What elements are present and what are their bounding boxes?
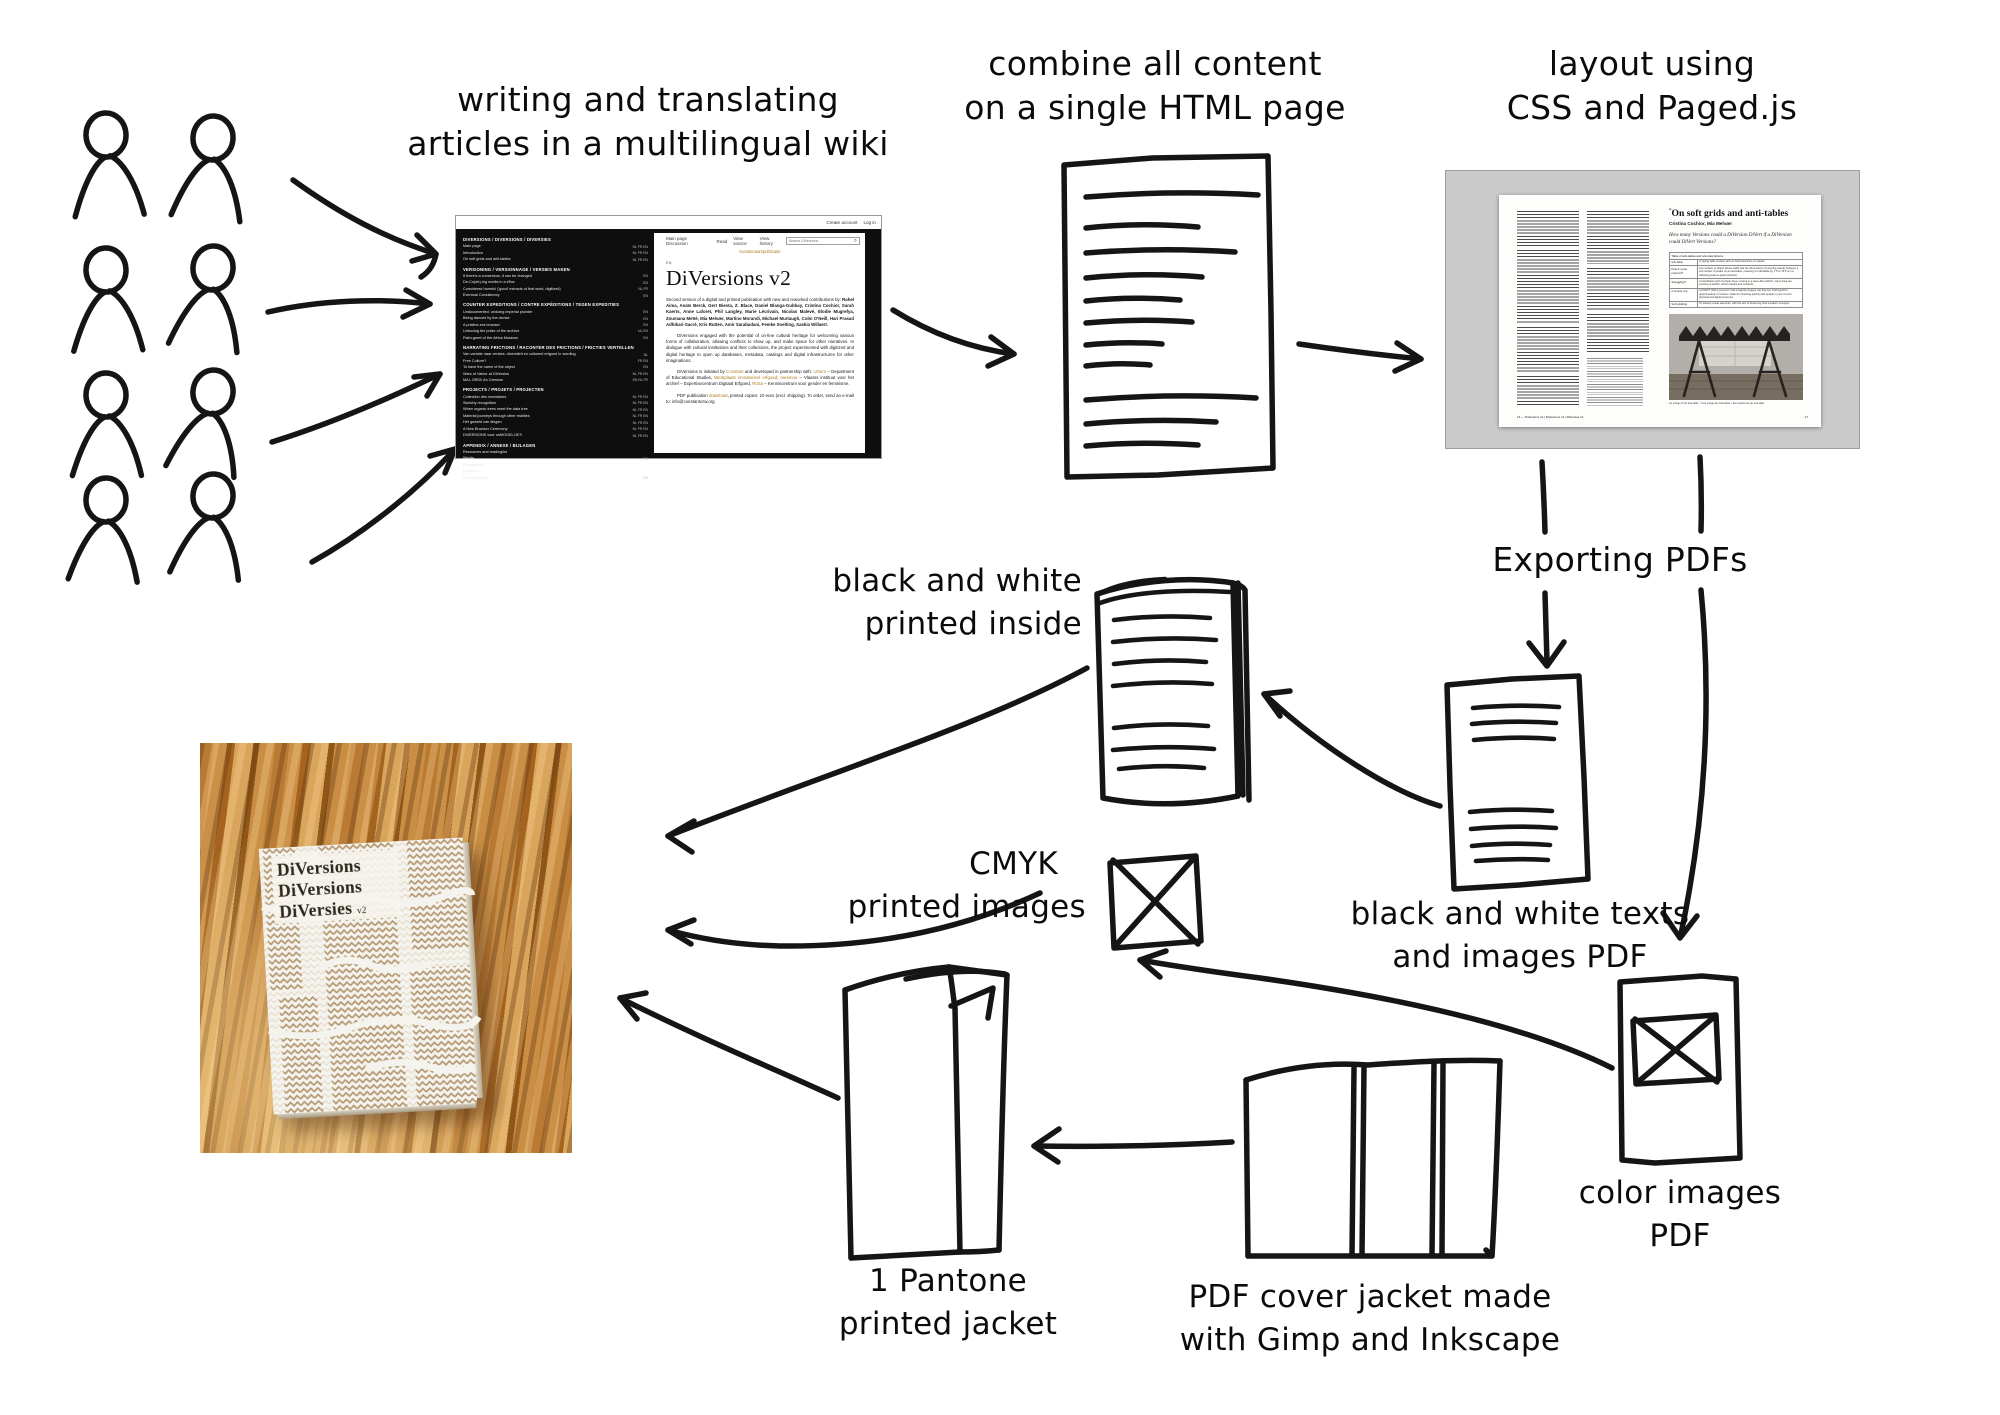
sidebar-item[interactable]: Being danced by the device EN bbox=[463, 316, 648, 321]
login-link[interactable]: Log in bbox=[863, 220, 876, 225]
pagedjs-spread bbox=[1499, 195, 1821, 427]
sidebar-item[interactable]: A pristine-era browser EN bbox=[463, 322, 648, 328]
tab-discussion[interactable]: Discussion bbox=[666, 241, 688, 246]
label-pantone-jacket: 1 Pantone printed jacket bbox=[838, 1263, 1058, 1342]
sidebar-item[interactable]: Wars of Valeur at DiVersion NL FR EN bbox=[463, 371, 648, 376]
text-column bbox=[1587, 211, 1649, 411]
table-row: 2-minute cup A POETT (fold-it-yourself / fold-it-together) paper cup that can hold liquid for approximately 2 minutes; made for choosing quickly with people in your current physical and digital presence. bbox=[1670, 288, 1803, 301]
sidebar-item[interactable]: On soft grids and anti-tables NL FR EN bbox=[463, 257, 648, 262]
sidebar-item[interactable]: De-Co(de)-ing media in a #flux EN bbox=[463, 280, 648, 285]
anti-table-illustration bbox=[1669, 314, 1803, 400]
arrow-people-to-wiki-4 bbox=[312, 449, 455, 562]
wiki-paragraph-3: DiVersions is initiated by Constant and developed in partnership with: UGent – Department of Educational Studies, Werkplaats immaterieel erfgoed, meemoo – Vlaams instituut voor het archief – Expertisecentrum Digitaal Erfgoed, RoSa – Kenniscentrum voor gender en feminisme. bbox=[666, 369, 854, 387]
label-combine-step: combine all content on a single HTML page bbox=[964, 44, 1346, 127]
sidebar-section-header: DIVERSIONS / DIVERSIONS / DIVERSIES bbox=[463, 237, 551, 242]
tab-view-history[interactable]: View history bbox=[759, 236, 773, 246]
wiki-lang-tag: EN bbox=[666, 260, 672, 265]
spread-page-number: 17 bbox=[1804, 415, 1808, 419]
wiki-link[interactable]: Werkplaats immaterieel erfgoed bbox=[714, 375, 778, 381]
wiki-link[interactable]: download bbox=[708, 392, 728, 398]
sidebar-item[interactable]: Sketchy recognition NL FR EN bbox=[463, 401, 648, 406]
table-row: Soft gridding To loosely repeat elements, with the aim of observing how a pattern emerges. bbox=[1670, 301, 1803, 308]
sidebar-item[interactable]: Material journeys through other realities NL FR EN bbox=[463, 413, 648, 419]
search-input[interactable] bbox=[789, 238, 854, 245]
stick-figures-group bbox=[68, 111, 250, 582]
sidebar-item[interactable]: Het geweld van dingen NL FR EN bbox=[463, 420, 648, 425]
label-color-images-pdf: color images PDF bbox=[1578, 1175, 1782, 1254]
wiki-nav bbox=[666, 236, 860, 246]
printed-book bbox=[259, 838, 478, 1115]
html-doc-drawing bbox=[1064, 156, 1273, 477]
article-authors: Cristina Cochior, Mia Melvær bbox=[1669, 221, 1733, 227]
wiki-personal-bar bbox=[456, 216, 881, 230]
tab-main-page[interactable]: Main page bbox=[666, 236, 688, 241]
sidebar-section-header: PROJECTS / PROJETS / PROJECTEN bbox=[463, 387, 544, 393]
sidebar-item[interactable]: When organic trees meet the data tree NL FR EN bbox=[463, 407, 648, 412]
sidebar-item[interactable]: Considered harmful ('good' extracts of that work, digitized) NL FR bbox=[463, 286, 648, 292]
pagedjs-screenshot bbox=[1445, 170, 1860, 449]
doc-bw-pdf-drawing bbox=[1447, 676, 1588, 889]
wiki-paragraph-2: DiVersions engaged with the potential of on-line cultural heritage for welcoming various forms of collaboration, allowing conflicts to show up, and make space for other narratives. In dialogue with cultural institutions and their collections, the project experimented with digitized and digital heritage to open up databases, metadata, catalogs and digital infrastructures for other imaginations. bbox=[666, 333, 854, 363]
jacket-pdf-cover-drawing bbox=[1246, 1060, 1500, 1256]
label-pdf-cover-jacket: PDF cover jacket made with Gimp and Inkscape bbox=[1179, 1279, 1561, 1358]
wiki-sidebar bbox=[456, 230, 654, 491]
stick-figure bbox=[70, 247, 143, 352]
text-column bbox=[1517, 211, 1579, 411]
wiki-screenshot bbox=[455, 215, 882, 491]
arrow-pantone-to-book bbox=[620, 993, 838, 1098]
sidebar-item[interactable]: Words EN bbox=[463, 456, 648, 461]
book-title: DiVersions DiVersions DiVersies v2 bbox=[276, 855, 367, 922]
sidebar-section-header: APPENDIX / ANNEXE / BIJLAGEN bbox=[463, 442, 536, 448]
arrow-htmldoc-to-layout bbox=[1299, 343, 1421, 371]
stick-figure bbox=[170, 470, 249, 580]
table-row: Post-it / post protocol? Any surface or object whose width has the dimensions of covering exactly between a set number of peaks on an anti-table, meaning it is dividable by 7.5 or 15.5 cm (a following peak-to-peak protocol). bbox=[1670, 266, 1803, 279]
label-layout-step: layout using CSS and Paged.js bbox=[1506, 44, 1798, 127]
cmyk-image-box-drawing bbox=[1110, 856, 1201, 948]
tab-read[interactable]: Read bbox=[716, 238, 728, 244]
sidebar-section-header: NARRATING FRICTIONS / RACONTER DES FRICTIONS / FRICTIES VERTELLEN bbox=[463, 344, 634, 350]
article-subtitle: How many Versions could a DiVersion DiVert if a DiVersion could DiVert Versions? bbox=[1669, 232, 1792, 246]
wiki-link[interactable]: Constant bbox=[726, 369, 744, 375]
sidebar-item[interactable]: If there's a consensus, it can be changed EN bbox=[463, 273, 648, 279]
sidebar-item[interactable]: Colophon bbox=[463, 469, 480, 474]
spread-right-page bbox=[1669, 209, 1809, 419]
stick-figure bbox=[166, 365, 250, 478]
wiki-notice-link[interactable]: Kunstenaarspublicatie bbox=[739, 249, 781, 254]
label-exporting-pdfs: Exporting PDFs bbox=[1492, 540, 1748, 579]
sidebar-section-header: NEDERLANDS / ENGLISH / FRANÇAIS bbox=[463, 485, 546, 491]
spread-left-page bbox=[1517, 211, 1649, 411]
sidebar-item[interactable]: Resources and readinglist bbox=[463, 449, 507, 454]
arrow-cover-to-pantone bbox=[1034, 1129, 1232, 1162]
wiki-link[interactable]: RoSa bbox=[752, 381, 764, 387]
arrow-wiki-to-htmldoc bbox=[893, 310, 1014, 366]
sidebar-item[interactable]: To have the name of the object EN bbox=[463, 365, 648, 370]
book-cover bbox=[259, 838, 478, 1115]
sidebar-item[interactable]: Undocumented: undoing imperial plunder EN bbox=[463, 309, 648, 315]
anti-table-photo bbox=[1669, 314, 1803, 400]
sidebar-item[interactable]: Unboxing the pulse of the archive NL EN bbox=[463, 329, 648, 334]
stick-figure bbox=[68, 477, 141, 582]
jacket-pantone-drawing bbox=[845, 967, 1007, 1258]
wiki-page-title: DiVersions v2 bbox=[666, 266, 792, 290]
sidebar-item[interactable]: Palm-greet of the Africa Museum EN bbox=[463, 335, 648, 340]
label-cmyk-printed-images: CMYK printed images bbox=[847, 846, 1086, 925]
wiki-search-box[interactable] bbox=[786, 237, 860, 245]
tab-view-source[interactable]: View source bbox=[733, 236, 747, 246]
stick-figure bbox=[70, 111, 144, 217]
article-title: ”On soft grids and anti-tables bbox=[1669, 208, 1789, 220]
sidebar-item[interactable]: Eventual Consistency EN bbox=[463, 293, 648, 298]
booklet-bw-inside-drawing bbox=[1097, 579, 1249, 804]
table-header: Table of anti-tables and anti-descriptions bbox=[1670, 253, 1803, 260]
sidebar-item[interactable]: Main page NL FR EN bbox=[463, 244, 648, 249]
sidebar-item[interactable]: Biographies bbox=[463, 462, 484, 467]
arrow-bwpdf-to-booklet bbox=[1264, 691, 1440, 806]
wiki-link[interactable]: UGent bbox=[813, 369, 827, 375]
sidebar-item[interactable]: A New Browser Ceremony NL FR EN bbox=[463, 426, 648, 432]
sidebar-section-header: VERSIONING / VERSIONNAGE / VERSIES MAKEN bbox=[463, 266, 570, 272]
table-row: Squiggling? A handdrawn grid of simple lines, moving in a wave-like fashion; some lines are pointing to sketch, others thanks and onwards. bbox=[1670, 279, 1803, 289]
table-row: anti-table A zigzag table surface with no horizontal lines or insides. bbox=[1670, 259, 1803, 266]
search-icon: ⌕ bbox=[853, 237, 857, 244]
wiki-paragraph-intro: Second version of a digital and printed publication with new and reworked contributions by: Rahel Aima, Anaïs Berck, Gert Biesta, Z. Blace, Daniel Blanga-Gubbay, Cristina Cochior, Sarah Kaerts, Anne Laforet, Phil Langley, Marie Lécrivain, Nicolas Malevé, Elodie Mugrefya, Zoumana Meïté, Mia Melvær, Martino Morandi, Michael Murtaugh, Colm O'Neill, Hari Prasad Adhikari-Sacré, Kris Rutten, Amir Sarabadani, Femke Snelting, Saskia Willaert. bbox=[666, 297, 854, 327]
sidebar-item[interactable]: DiVERSIONS voor onMOGELIJK?! NL FR EN bbox=[463, 433, 648, 438]
sidebar-item[interactable]: Introduction NL FR EN bbox=[463, 250, 648, 256]
label-wiki-step: writing and translating articles in a multilingual wiki bbox=[407, 80, 889, 163]
wiki-content bbox=[654, 233, 865, 453]
arrow-people-to-wiki-3 bbox=[272, 374, 440, 442]
create-account-link[interactable]: Create account bbox=[826, 220, 858, 225]
sidebar-item[interactable]: License (code) EN bbox=[463, 475, 648, 481]
arrow-export-color bbox=[1663, 457, 1706, 938]
book-photo bbox=[200, 743, 572, 1153]
sidebar-item[interactable]: Collection des inventaires NL FR EN bbox=[463, 394, 648, 399]
sidebar-item[interactable]: Van variatie naar versies: diversiteit en cultureel erfgoed in wording NL bbox=[463, 352, 648, 357]
stick-figure bbox=[171, 113, 249, 222]
stick-figure bbox=[168, 242, 249, 353]
doc-color-pdf-drawing bbox=[1620, 976, 1740, 1163]
photo-caption: An image of the anti-table. / Une image de l'anti-table. / Een beeld van de anti-tafel. bbox=[1669, 401, 1765, 405]
arrow-people-to-wiki-1 bbox=[293, 180, 436, 277]
sidebar-item[interactable]: Free Culture? FR EN bbox=[463, 358, 648, 363]
spread-footer-left: 16 — DiVersions v2 | DiVersions v2 | DiVersies v2 bbox=[1517, 415, 1584, 419]
stick-figure bbox=[71, 372, 142, 476]
wiki-link[interactable]: meemoo bbox=[780, 375, 798, 381]
label-bw-printed-inside: black and white printed inside bbox=[832, 563, 1082, 642]
sidebar-item[interactable]: MAL ORDI! An Omnium EN NL FR bbox=[463, 377, 648, 383]
arrow-people-to-wiki-2 bbox=[268, 290, 430, 317]
anti-table-table bbox=[1669, 252, 1803, 308]
label-bw-texts-images-pdf: black and white texts and images PDF bbox=[1350, 896, 1690, 975]
arrow-booklet-to-book bbox=[668, 668, 1087, 852]
wiki-paragraph-4: PDF publication download, printed copies: 10 euro (excl. shipping). To order, send an e-mail to: info@constantvzw.org bbox=[666, 392, 854, 404]
sidebar-section-header: COUNTER EXPEDITIONS / CONTRE EXPÉDITIONS / TEGEN EXPEDITIES bbox=[463, 302, 620, 308]
